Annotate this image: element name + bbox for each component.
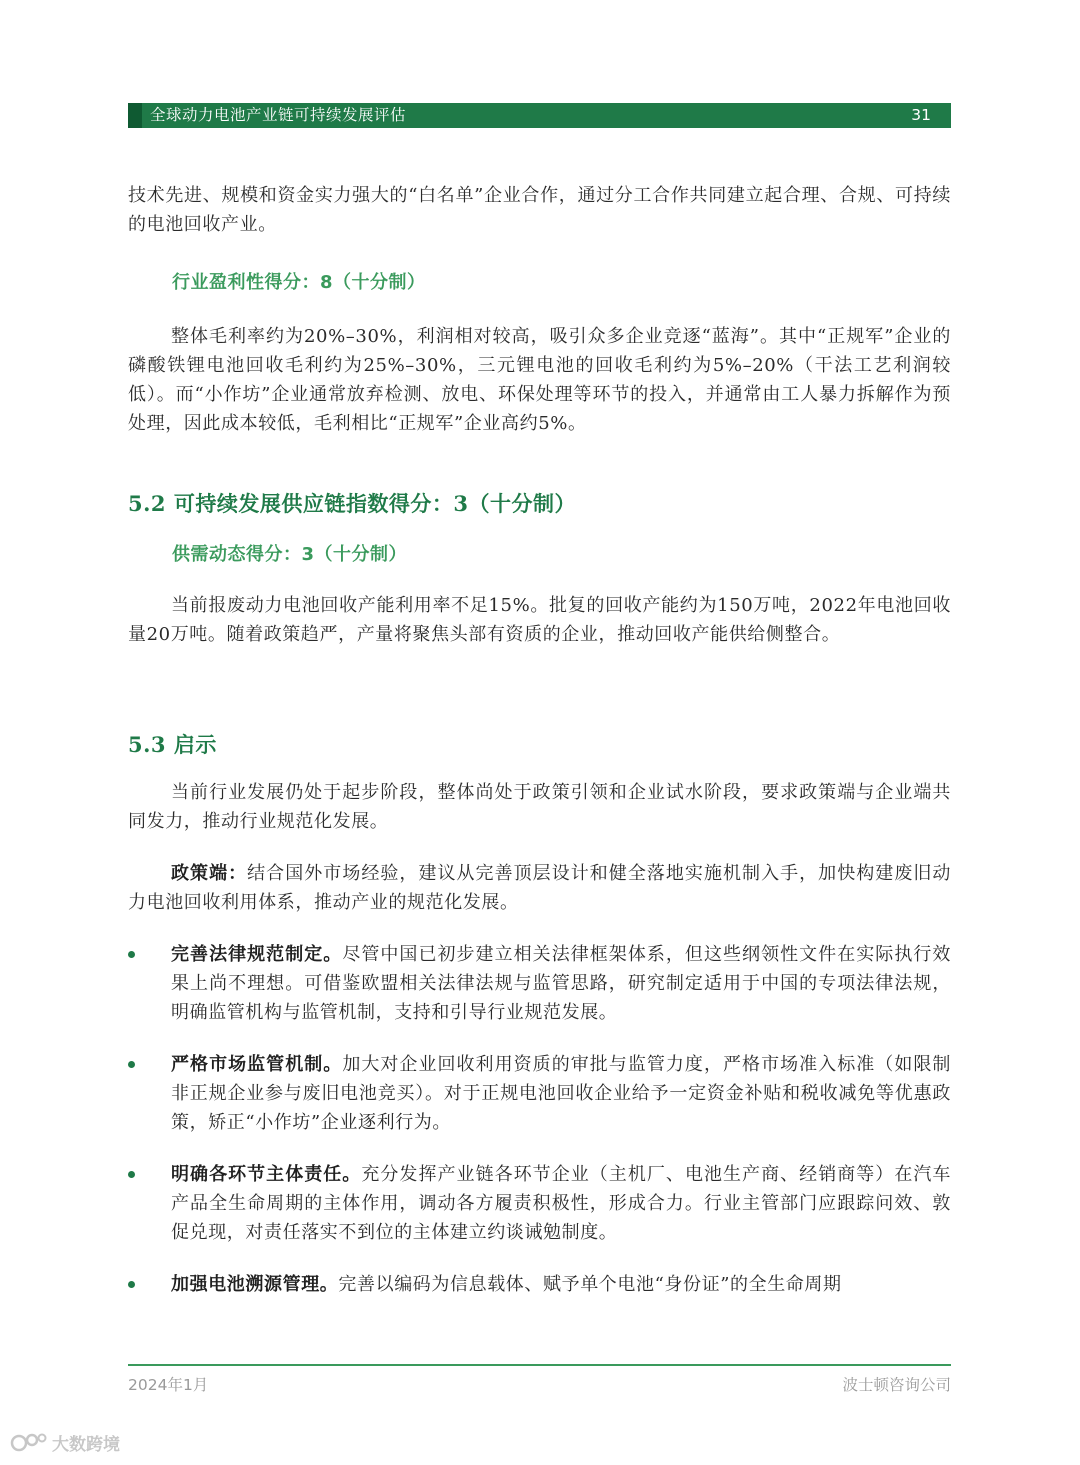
document-title: 全球动力电池产业链可持续发展评估 [150, 106, 407, 124]
section-5-2-heading: 5.2 可持续发展供应链指数得分：3（十分制） [128, 491, 576, 516]
footer-date: 2024年1月 [128, 1376, 209, 1394]
bullet-text [171, 1270, 951, 1299]
running-header [128, 103, 951, 128]
watermark-logo-icon [10, 1432, 48, 1454]
bullet-text [171, 940, 951, 1027]
bullet-lead: 明确各环节主体责任。 [171, 1164, 362, 1185]
policy-label: 政策端： [171, 863, 248, 884]
profitability-score-heading: 行业盈利性得分：8（十分制） [172, 272, 426, 293]
bullet-lead: 加强电池溯源管理。 [171, 1274, 339, 1295]
bullet-icon [128, 1061, 135, 1068]
watermark [10, 1430, 120, 1455]
bullet-icon [128, 1171, 135, 1178]
watermark-text: 大数跨境 [52, 1435, 120, 1455]
policy-body: 结合国外市场经验，建议从完善顶层设计和健全落地实施机制入手，加快构建废旧动力电池回收利用体系，推动产业的规范化发展。 [128, 863, 951, 913]
supply-demand-paragraph: 当前报废动力电池回收产能利用率不足15%。批复的回收产能约为150万吨，2022年电池回收量20万吨。随着政策趋严，产量将聚焦头部有资质的企业，推动回收产能供给侧整合。 [128, 595, 951, 645]
profitability-paragraph: 整体毛利率约为20%–30%，利润相对较高，吸引众多企业竞逐“蓝海”。其中“正规军”企业的磷酸铁锂电池回收毛利约为25%–30%，三元锂电池的回收毛利约为5%–20%（干法工艺利润较低）。而“小作坊”企业通常放弃检测、放电、环保处理等环节的投入，并通常由工人暴力拆解作为预处理，因此成本较低，毛利相比“正规军”企业高约5%。 [128, 326, 951, 434]
bullet-body: 充分发挥产业链各环节企业（主机厂、电池生产商、经销商等）在汽车产品全生命周期的主体作用，调动各方履责积极性，形成合力。行业主管部门应跟踪问效、敦促兑现，对责任落实不到位的主体建立约谈诫勉制度。 [171, 1164, 951, 1243]
bullet-lead: 完善法律规范制定。 [171, 944, 343, 965]
bullet-body: 加大对企业回收利用资质的审批与监管力度，严格市场准入标准（如限制非正规企业参与废旧电池竞买）。对于正规电池回收企业给予一定资金补贴和税收减免等优惠政策，矫正“小作坊”企业逐利行为。 [171, 1054, 951, 1133]
footer-divider [128, 1364, 951, 1366]
bullet-text [171, 1050, 951, 1137]
policy-paragraph [128, 859, 951, 917]
bullet-lead: 严格市场监管机制。 [171, 1054, 343, 1075]
footer-company: 波士顿咨询公司 [842, 1376, 951, 1394]
page-number: 31 [911, 106, 931, 124]
bullet-body: 尽管中国已初步建立相关法律框架体系，但这些纲领性文件在实际执行效果上尚不理想。可借鉴欧盟相关法律法规与监管思路，研究制定适用于中国的专项法律法规，明确监管机构与监管机制，支持和引导行业规范发展。 [171, 944, 951, 1023]
bullet-text [171, 1160, 951, 1247]
bullet-icon [128, 951, 135, 958]
insights-intro-paragraph: 当前行业发展仍处于起步阶段，整体尚处于政策引领和企业试水阶段，要求政策端与企业端共同发力，推动行业规范化发展。 [128, 782, 951, 832]
bullet-body: 完善以编码为信息载体、赋予单个电池“身份证”的全生命周期 [338, 1274, 842, 1295]
intro-continuation-paragraph: 技术先进、规模和资金实力强大的“白名单”企业合作，通过分工合作共同建立起合理、合规、可持续的电池回收产业。 [128, 185, 951, 235]
section-5-3-heading: 5.3 启示 [128, 732, 217, 757]
supply-demand-score-heading: 供需动态得分：3（十分制） [172, 544, 408, 565]
bullet-icon [128, 1281, 135, 1288]
